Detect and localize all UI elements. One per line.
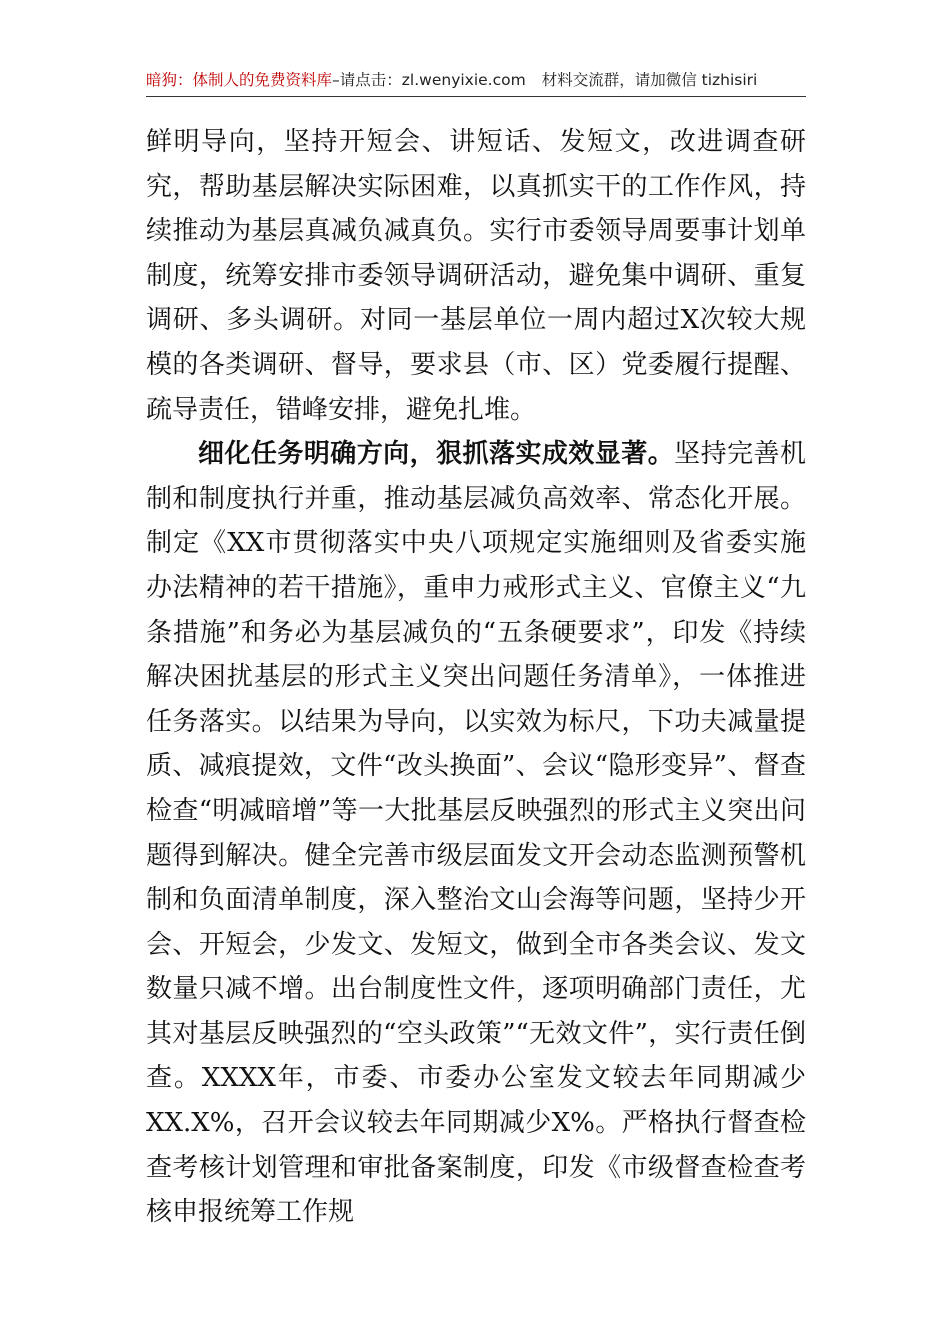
header-wechat-note: 材料交流群，请加微信 tizhisiri <box>541 71 758 89</box>
paragraph-1 <box>146 120 806 432</box>
paragraph-2 <box>146 432 806 1235</box>
page-header <box>146 66 806 94</box>
header-url-link[interactable]: zl.wenyixie.com <box>401 71 526 89</box>
document-body <box>146 120 806 1235</box>
header-site-name: 暗狗：体制人的免费资料库 <box>146 71 333 89</box>
paragraph-2-lead: 细化任务明确方向，狠抓落实成效显著。 <box>198 439 675 470</box>
header-divider <box>146 96 806 97</box>
header-click-prompt: –请点击： <box>332 71 402 89</box>
paragraph-1-text: 鲜明导向，坚持开短会、讲短话、发短文，改进调查研究，帮助基层解决实际困难，以真抓实干的工作作风，持续推动为基层真减负减真负。实行市委领导周要事计划单制度，统筹安排市委领导调研活动，避免集中调研、重复调研、多头调研。对同一基层单位一周内超过X次较大规模的各类调研、督导，要求县（市、区）党委履行提醒、疏导责任，错峰安排，避免扎堆。 <box>146 127 806 425</box>
paragraph-2-text: 坚持完善机制和制度执行并重，推动基层减负高效率、常态化开展。制定《XX市贯彻落实中央八项规定实施细则及省委实施办法精神的若干措施》，重申力戒形式主义、官僚主义“九条措施”和务必为基层减负的“五条硬要求”，印发《持续解决困扰基层的形式主义突出问题任务清单》，一体推进任务落实。以结果为导向，以实效为标尺，下功夫减量提质、减痕提效，文件“改头换面”、会议“隐形变异”、督查检查“明减暗增”等一大批基层反映强烈的形式主义突出问题得到解决。健全完善市级层面发文开会动态监测预警机制和负面清单制度，深入整治文山会海等问题，坚持少开会、开短会，少发文、发短文，做到全市各类会议、发文数量只减不增。出台制度性文件，逐项明确部门责任，尤其对基层反映强烈的“空头政策”“无效文件”，实行责任倒查。XXXX年，市委、市委办公室发文较去年同期减少XX.X%，召开会议较去年同期减少X%。严格执行督查检查考核计划管理和审批备案制度，印发《市级督查检查考核申报统筹工作规 <box>146 439 806 1228</box>
